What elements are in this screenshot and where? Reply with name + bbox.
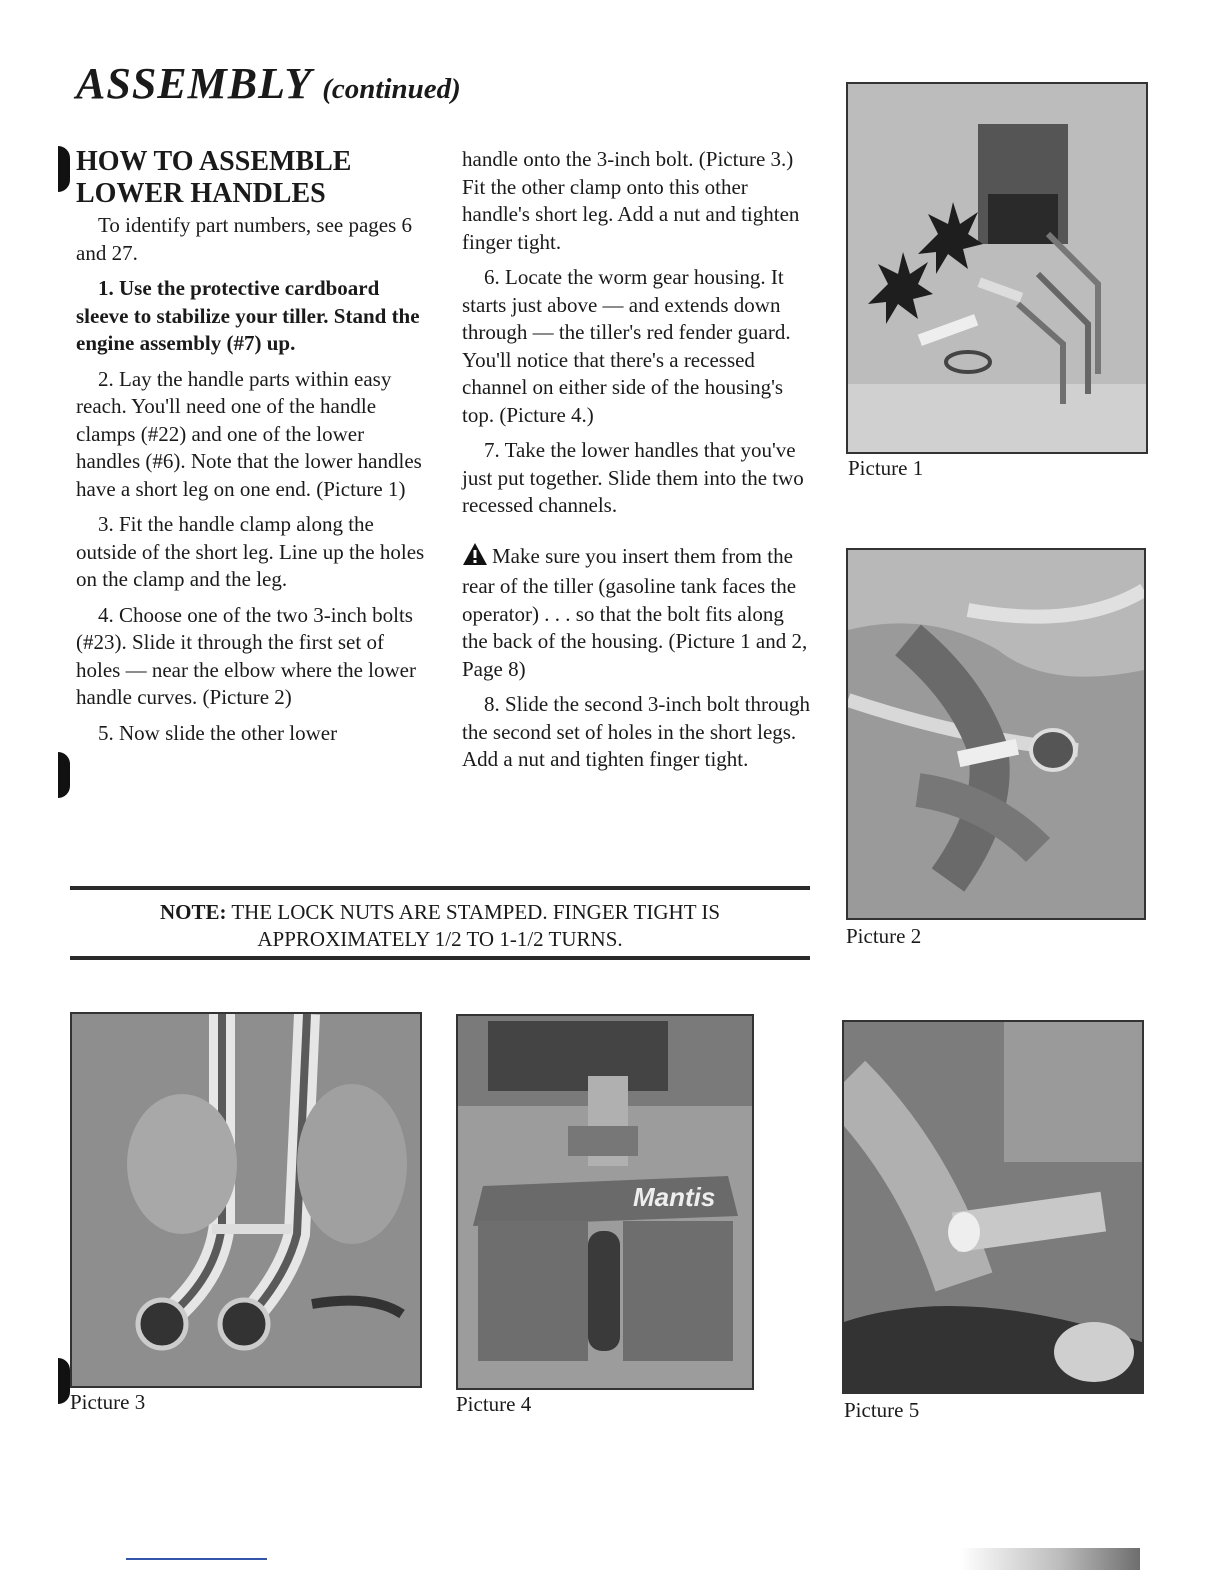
left-column xyxy=(76,146,426,747)
step-8: 8. Slide the second 3-inch bolt through the second set of holes in the short legs. Add a nut and tighten finger tight. xyxy=(462,692,811,771)
note-rule-top xyxy=(70,886,810,890)
warning-paragraph xyxy=(462,542,814,684)
page-number-bar xyxy=(960,1548,1140,1570)
picture-2-caption: Picture 2 xyxy=(846,924,922,948)
step-5-continued: handle onto the 3-inch bolt. (Picture 3.) Fit the other clamp onto this other handle's short leg. Add a nut and tighten finger tight. xyxy=(462,147,800,254)
picture-1-caption: Picture 1 xyxy=(848,456,924,480)
picture-5-photo xyxy=(842,1020,1144,1394)
note-rule-bottom xyxy=(70,956,810,960)
title-main: ASSEMBLY xyxy=(76,59,313,108)
note-box xyxy=(70,899,810,953)
step-2: 2. Lay the handle parts within easy reach. You'll need one of the handle clamps (#22) and one of the lower handles (#6). Note that the lower handles have a short leg on one end. (Picture 1) xyxy=(76,366,422,501)
warning-text: Make sure you insert them from the rear of the tiller (gasoline tank faces the operator) . . . so that the bolt fits along the back of the housing. (Picture 1 and 2, Page 8) xyxy=(462,543,808,681)
step-7: 7. Take the lower handles that you've just put together. Slide them into the two recessed channels. xyxy=(462,438,804,517)
picture-4-photo xyxy=(456,1014,754,1390)
intro-text: To identify part numbers, see pages 6 and 27. xyxy=(76,213,413,265)
picture-1-photo xyxy=(846,82,1148,454)
note-label: NOTE: xyxy=(159,900,227,924)
step-3: 3. Fit the handle clamp along the outside of the short leg. Line up the holes on the clamp and the leg. xyxy=(76,512,425,591)
step-1: 1. Use the protective cardboard sleeve to stabilize your tiller. Stand the engine assembly (#7) up. xyxy=(76,276,420,355)
mantis-logo: Mantis xyxy=(633,1182,716,1212)
note-line-1: THE LOCK NUTS ARE STAMPED. FINGER TIGHT IS xyxy=(231,900,721,924)
right-column xyxy=(462,146,814,774)
picture-4-caption: Picture 4 xyxy=(456,1392,532,1416)
binding-tab xyxy=(58,752,70,798)
note-line-2: APPROXIMATELY 1/2 TO 1-1/2 TURNS. xyxy=(257,927,623,951)
picture-2-photo xyxy=(846,548,1146,920)
heading-line-1: HOW TO ASSEMBLE xyxy=(76,146,352,177)
page-title xyxy=(76,58,461,109)
section-heading xyxy=(76,146,426,210)
step-4: 4. Choose one of the two 3-inch bolts (#23). Slide it through the first set of holes — near the elbow where the lower handle curves. (Picture 2) xyxy=(76,602,416,709)
step-6: 6. Locate the worm gear housing. It starts just above — and extends down through — the tiller's red fender guard. You'll notice that there's a recessed channel on either side of the housing's top. (Picture 4.) xyxy=(462,265,791,427)
heading-line-2: LOWER HANDLES xyxy=(76,178,326,209)
step-5-start: 5. Now slide the other lower xyxy=(98,720,338,745)
picture-3-caption: Picture 3 xyxy=(70,1390,146,1414)
binding-tab xyxy=(58,146,70,192)
warning-triangle-icon xyxy=(462,542,488,574)
picture-5-caption: Picture 5 xyxy=(844,1398,920,1422)
title-sub: (continued) xyxy=(322,73,461,105)
picture-3-photo xyxy=(70,1012,422,1388)
binding-tab xyxy=(58,1358,70,1404)
footer-line xyxy=(126,1558,267,1560)
